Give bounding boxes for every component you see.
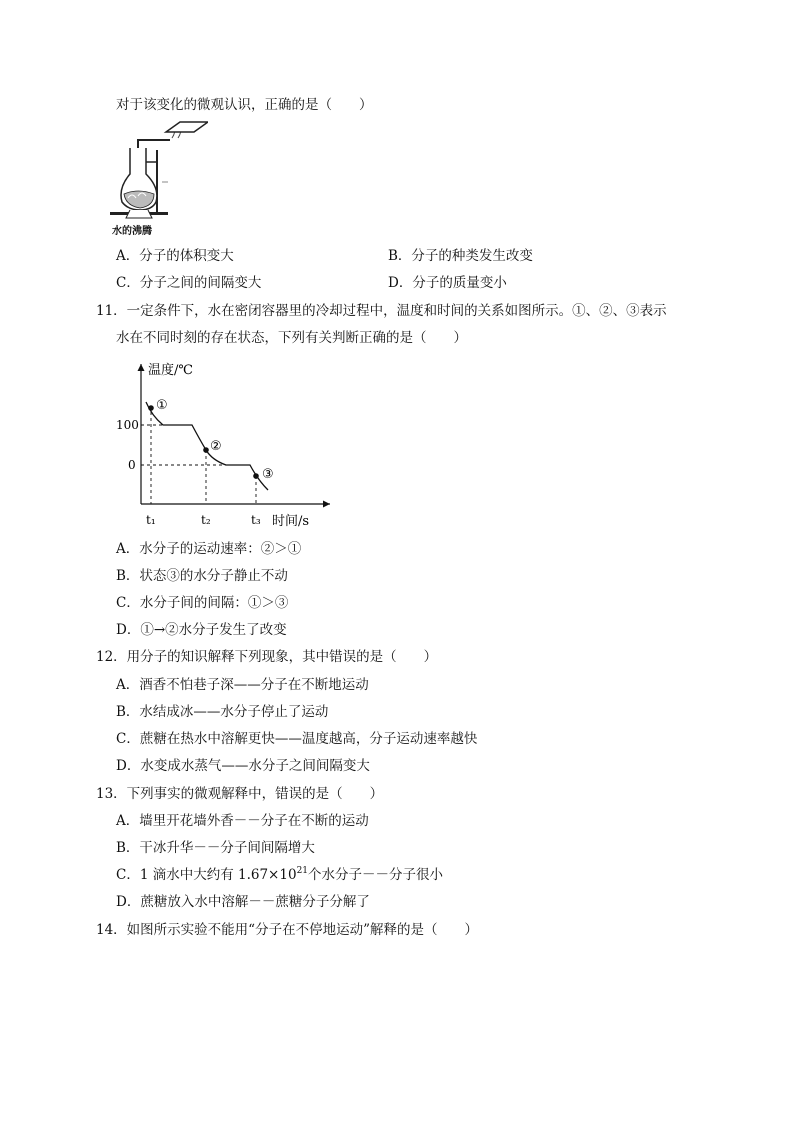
chart-ylabel: 温度/℃ [148, 363, 193, 378]
point-3-marker [253, 473, 259, 479]
point-2-marker [203, 447, 209, 453]
point-3-label: ③ [262, 467, 274, 482]
x-tick-t1: t₁ [146, 513, 156, 527]
x-tick-t3: t₃ [251, 513, 261, 527]
q13-option-a[interactable]: A．墙里开花墙外香－－分子在不断的运动 [116, 813, 369, 829]
q13-option-c-pre: C．1 滴水中大约有 1.67×10 [116, 867, 297, 883]
q12-option-c[interactable]: C．蔗糖在热水中溶解更快——温度越高，分子运动速率越快 [116, 731, 478, 747]
cooling-curve [146, 402, 268, 490]
q10-option-d[interactable]: D．分子的质量变小 [388, 275, 507, 291]
figure-caption: 水的沸腾 [112, 226, 152, 237]
q11-option-c[interactable]: C．水分子间的间隔：①＞③ [116, 595, 289, 611]
q13-stem: 13．下列事实的微观解释中，错误的是（ ） [96, 786, 384, 802]
point-1-marker [148, 405, 154, 411]
point-1-label: ① [156, 398, 168, 413]
point-2-label: ② [210, 439, 222, 454]
q14-stem: 14．如图所示实验不能用“分子在不停地运动”解释的是（ ） [96, 922, 478, 938]
q12-option-d[interactable]: D．水变成水蒸气——水分子之间间隔变大 [116, 758, 370, 774]
y-tick-0: 0 [128, 458, 136, 472]
q13-option-c-exponent: 21 [296, 866, 309, 876]
chart-xlabel: 时间/s [272, 514, 310, 529]
q12-option-a[interactable]: A．酒香不怕巷子深——分子在不断地运动 [116, 677, 369, 693]
q10-stem: 对于该变化的微观认识，正确的是（ ） [116, 97, 373, 113]
q13-option-d[interactable]: D．蔗糖放入水中溶解－－蔗糖分子分解了 [116, 894, 370, 910]
q12-stem: 12．用分子的知识解释下列现象，其中错误的是（ ） [96, 649, 438, 665]
q13-option-c[interactable] [116, 866, 443, 884]
q13-option-b[interactable]: B．干冰升华－－分子间间隔增大 [116, 840, 315, 856]
y-tick-100: 100 [116, 418, 139, 432]
q10-option-c[interactable]: C．分子之间的间隔变大 [116, 275, 262, 291]
q10-option-b[interactable]: B．分子的种类发生改变 [388, 248, 533, 264]
q10-option-a[interactable]: A．分子的体积变大 [116, 248, 234, 264]
q11-stem-line2: 水在不同时刻的存在状态，下列有关判断正确的是（ ） [116, 330, 467, 346]
q12-option-b[interactable]: B．水结成冰——水分子停止了运动 [116, 704, 329, 720]
q11-option-a[interactable]: A．水分子的运动速率：②＞① [116, 541, 302, 557]
temperature-time-chart [108, 356, 348, 534]
boiling-water-apparatus-figure [108, 118, 208, 236]
q11-option-d[interactable]: D．①→②水分子发生了改变 [116, 622, 287, 638]
x-tick-t2: t₂ [201, 513, 211, 527]
q11-option-b[interactable]: B．状态③的水分子静止不动 [116, 568, 288, 584]
q13-option-c-post: 个水分子－－分子很小 [308, 867, 444, 883]
q11-stem-line1: 11．一定条件下，水在密闭容器里的冷却过程中，温度和时间的关系如图所示。①、②、③表示 [96, 303, 667, 319]
